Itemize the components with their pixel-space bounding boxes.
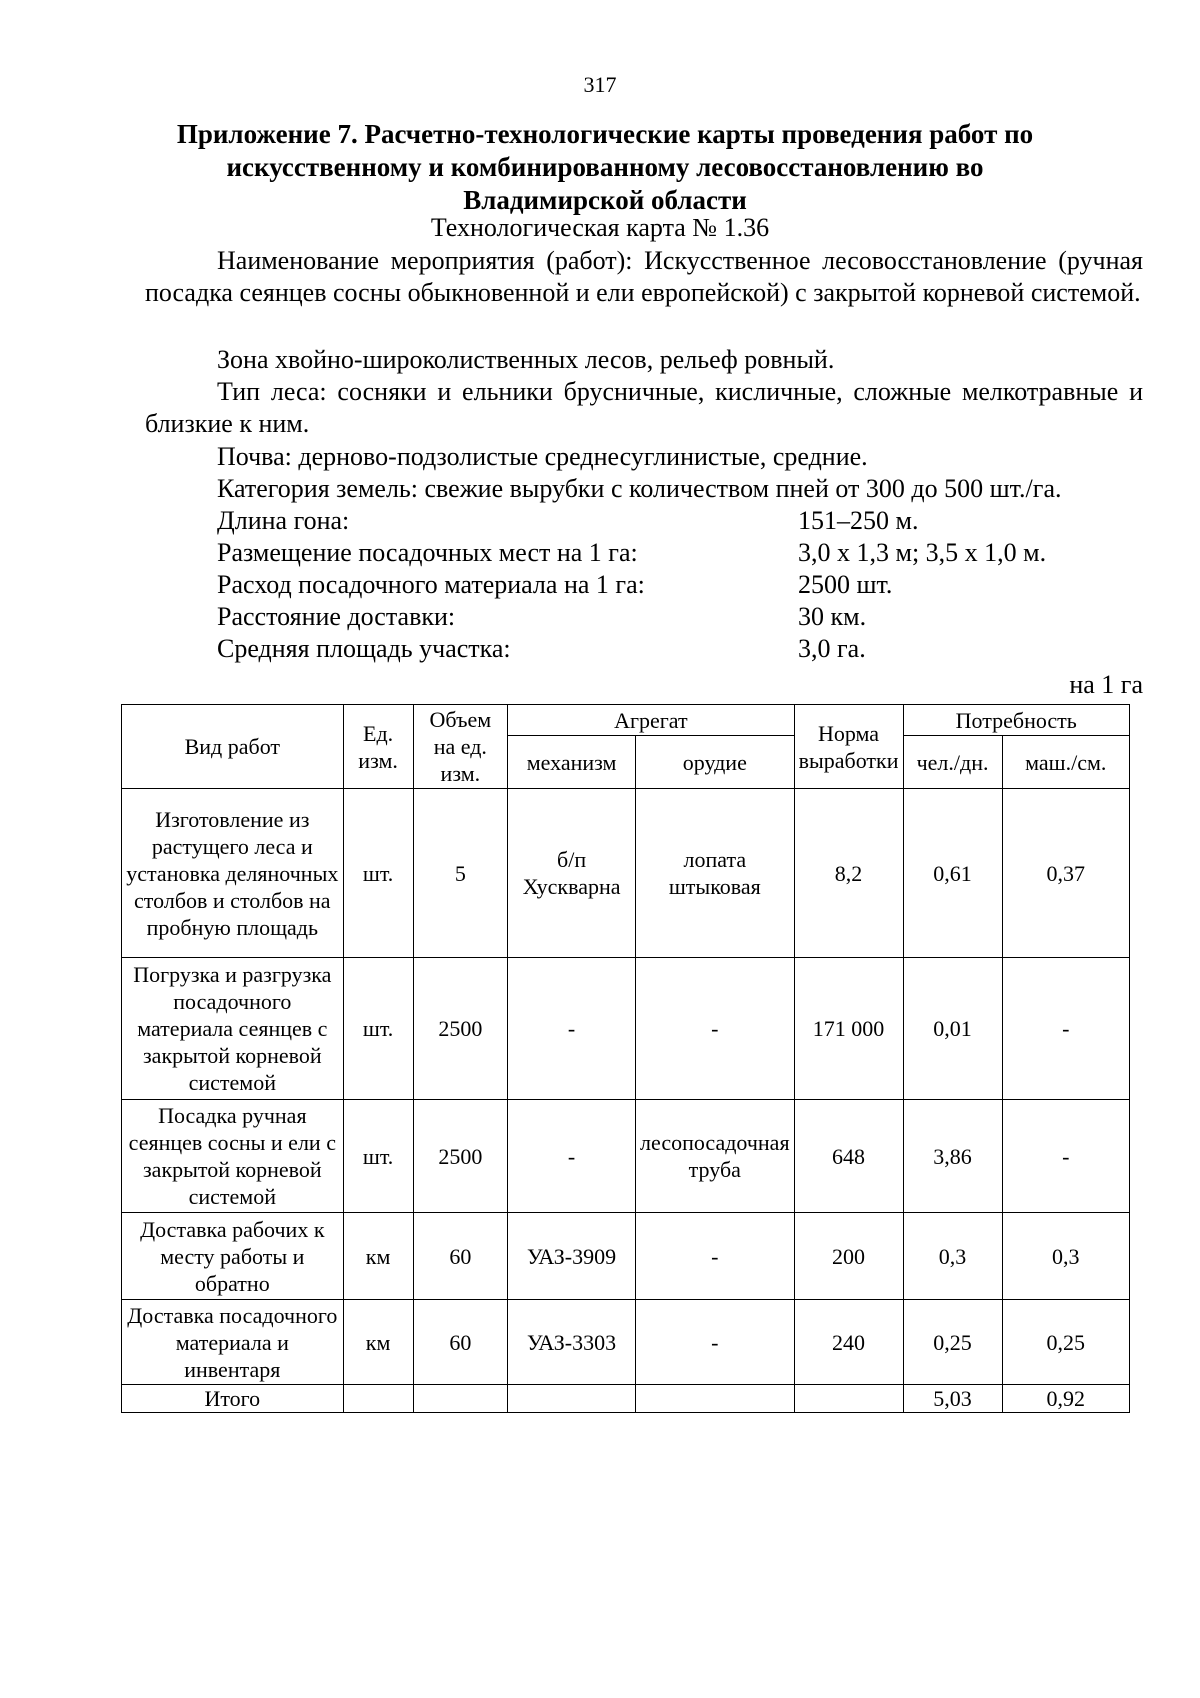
header-need: Потребность <box>903 705 1130 736</box>
param-label: Расстояние доставки: <box>217 602 456 631</box>
cell-mechanism: УАЗ-3303 <box>508 1300 636 1385</box>
cell-work: Посадка ручная сеянцев сосны и ели с закрытой корневой системой <box>122 1100 344 1213</box>
cell-norm: 240 <box>794 1300 903 1385</box>
header-unit: Ед. изм. <box>343 705 413 789</box>
cell-unit: км <box>343 1213 413 1300</box>
table-row <box>122 958 1130 1100</box>
cell-unit: шт. <box>343 1100 413 1213</box>
header-mechanism: механизм <box>508 736 636 789</box>
cell-volume: 2500 <box>413 1100 508 1213</box>
cell-tool: лесопосадочная труба <box>636 1100 795 1213</box>
cell-mechanism: УАЗ-3909 <box>508 1213 636 1300</box>
header-man-days: чел./дн. <box>903 736 1002 789</box>
header-volume: Объем на ед. изм. <box>413 705 508 789</box>
header-machine-shifts: маш./см. <box>1002 736 1129 789</box>
unit-note: на 1 га <box>1069 670 1143 699</box>
page-number: 317 <box>583 72 617 97</box>
cell-machine-shifts: 0,37 <box>1002 789 1129 958</box>
cell-norm: 648 <box>794 1100 903 1213</box>
cell-work: Доставка рабочих к месту работы и обратно <box>122 1213 344 1300</box>
param-value: 3,0 х 1,3 м; 3,5 х 1,0 м. <box>798 538 1047 567</box>
header-row <box>122 705 1130 736</box>
cell-mechanism: б/п Хускварна <box>508 789 636 958</box>
cell-total-machine-shifts: 0,92 <box>1002 1385 1129 1413</box>
cell-volume: 60 <box>413 1213 508 1300</box>
cell-tool: - <box>636 1213 795 1300</box>
cell-work: Изготовление из растущего леса и установка деляночных столбов и столбов на пробную площадь <box>122 789 344 958</box>
cell-empty <box>343 1385 413 1413</box>
cell-machine-shifts: - <box>1002 1100 1129 1213</box>
header-tool: орудие <box>636 736 795 789</box>
cell-tool: лопата штыковая <box>636 789 795 958</box>
cell-total-man-days: 5,03 <box>903 1385 1002 1413</box>
cell-tool: - <box>636 958 795 1100</box>
cell-man-days: 0,01 <box>903 958 1002 1100</box>
cell-man-days: 0,61 <box>903 789 1002 958</box>
appendix-title: Приложение 7. Расчетно-технологические карты проведения работ по искусственному и комбинированному лесовосстановлению во Владимирской области <box>176 119 1034 215</box>
cell-empty <box>636 1385 795 1413</box>
cell-machine-shifts: 0,25 <box>1002 1300 1129 1385</box>
cell-man-days: 0,25 <box>903 1300 1002 1385</box>
cell-norm: 8,2 <box>794 789 903 958</box>
param-label: Длина гона: <box>217 506 350 535</box>
cell-machine-shifts: 0,3 <box>1002 1213 1129 1300</box>
param-value: 2500 шт. <box>798 570 893 599</box>
paragraph-zone: Зона хвойно-широколиственных лесов, рельеф ровный. <box>217 345 835 374</box>
table-row <box>122 1213 1130 1300</box>
cell-unit: шт. <box>343 958 413 1100</box>
cell-mechanism: - <box>508 1100 636 1213</box>
cell-empty <box>794 1385 903 1413</box>
param-value: 3,0 га. <box>798 634 866 663</box>
cell-empty <box>508 1385 636 1413</box>
paragraph-soil: Почва: дерново-подзолистые среднесуглинистые, средние. <box>217 442 868 471</box>
header-work-type: Вид работ <box>122 705 344 789</box>
paragraph-forest-type: Тип леса: сосняки и ельники брусничные, кисличные, сложные мелкотравные и близкие к ним. <box>145 377 1143 438</box>
param-label: Размещение посадочных мест на 1 га: <box>217 538 638 567</box>
paragraph-land-category: Категория земель: свежие вырубки с количеством пней от 300 до 500 шт./га. <box>217 474 1062 503</box>
cell-volume: 5 <box>413 789 508 958</box>
card-title: Технологическая карта № 1.36 <box>430 213 770 242</box>
cell-man-days: 3,86 <box>903 1100 1002 1213</box>
total-row <box>122 1385 1130 1413</box>
cell-work: Погрузка и разгрузка посадочного материала сеянцев с закрытой корневой системой <box>122 958 344 1100</box>
param-label: Средняя площадь участка: <box>217 634 511 663</box>
cell-volume: 60 <box>413 1300 508 1385</box>
header-aggregate: Агрегат <box>508 705 794 736</box>
cell-empty <box>413 1385 508 1413</box>
cell-machine-shifts: - <box>1002 958 1129 1100</box>
header-norm: Норма выработки <box>794 705 903 789</box>
cell-volume: 2500 <box>413 958 508 1100</box>
param-label: Расход посадочного материала на 1 га: <box>217 570 645 599</box>
cell-unit: км <box>343 1300 413 1385</box>
cell-mechanism: - <box>508 958 636 1100</box>
param-value: 151–250 м. <box>798 506 919 535</box>
cell-work: Доставка посадочного материала и инвентаря <box>122 1300 344 1385</box>
param-value: 30 км. <box>798 602 867 631</box>
cell-total-label: Итого <box>122 1385 344 1413</box>
cell-tool: - <box>636 1300 795 1385</box>
cell-norm: 200 <box>794 1213 903 1300</box>
cell-norm: 171 000 <box>794 958 903 1100</box>
table-row <box>122 1300 1130 1385</box>
cell-man-days: 0,3 <box>903 1213 1002 1300</box>
paragraph-activity-name: Наименование мероприятия (работ): Искусственное лесовосстановление (ручная посадка сеянцев сосны обыкновенной и ели европейской) с закрытой корневой системой. <box>145 246 1143 307</box>
table-row <box>122 789 1130 958</box>
table-row <box>122 1100 1130 1213</box>
cell-unit: шт. <box>343 789 413 958</box>
work-table <box>121 704 1130 1413</box>
